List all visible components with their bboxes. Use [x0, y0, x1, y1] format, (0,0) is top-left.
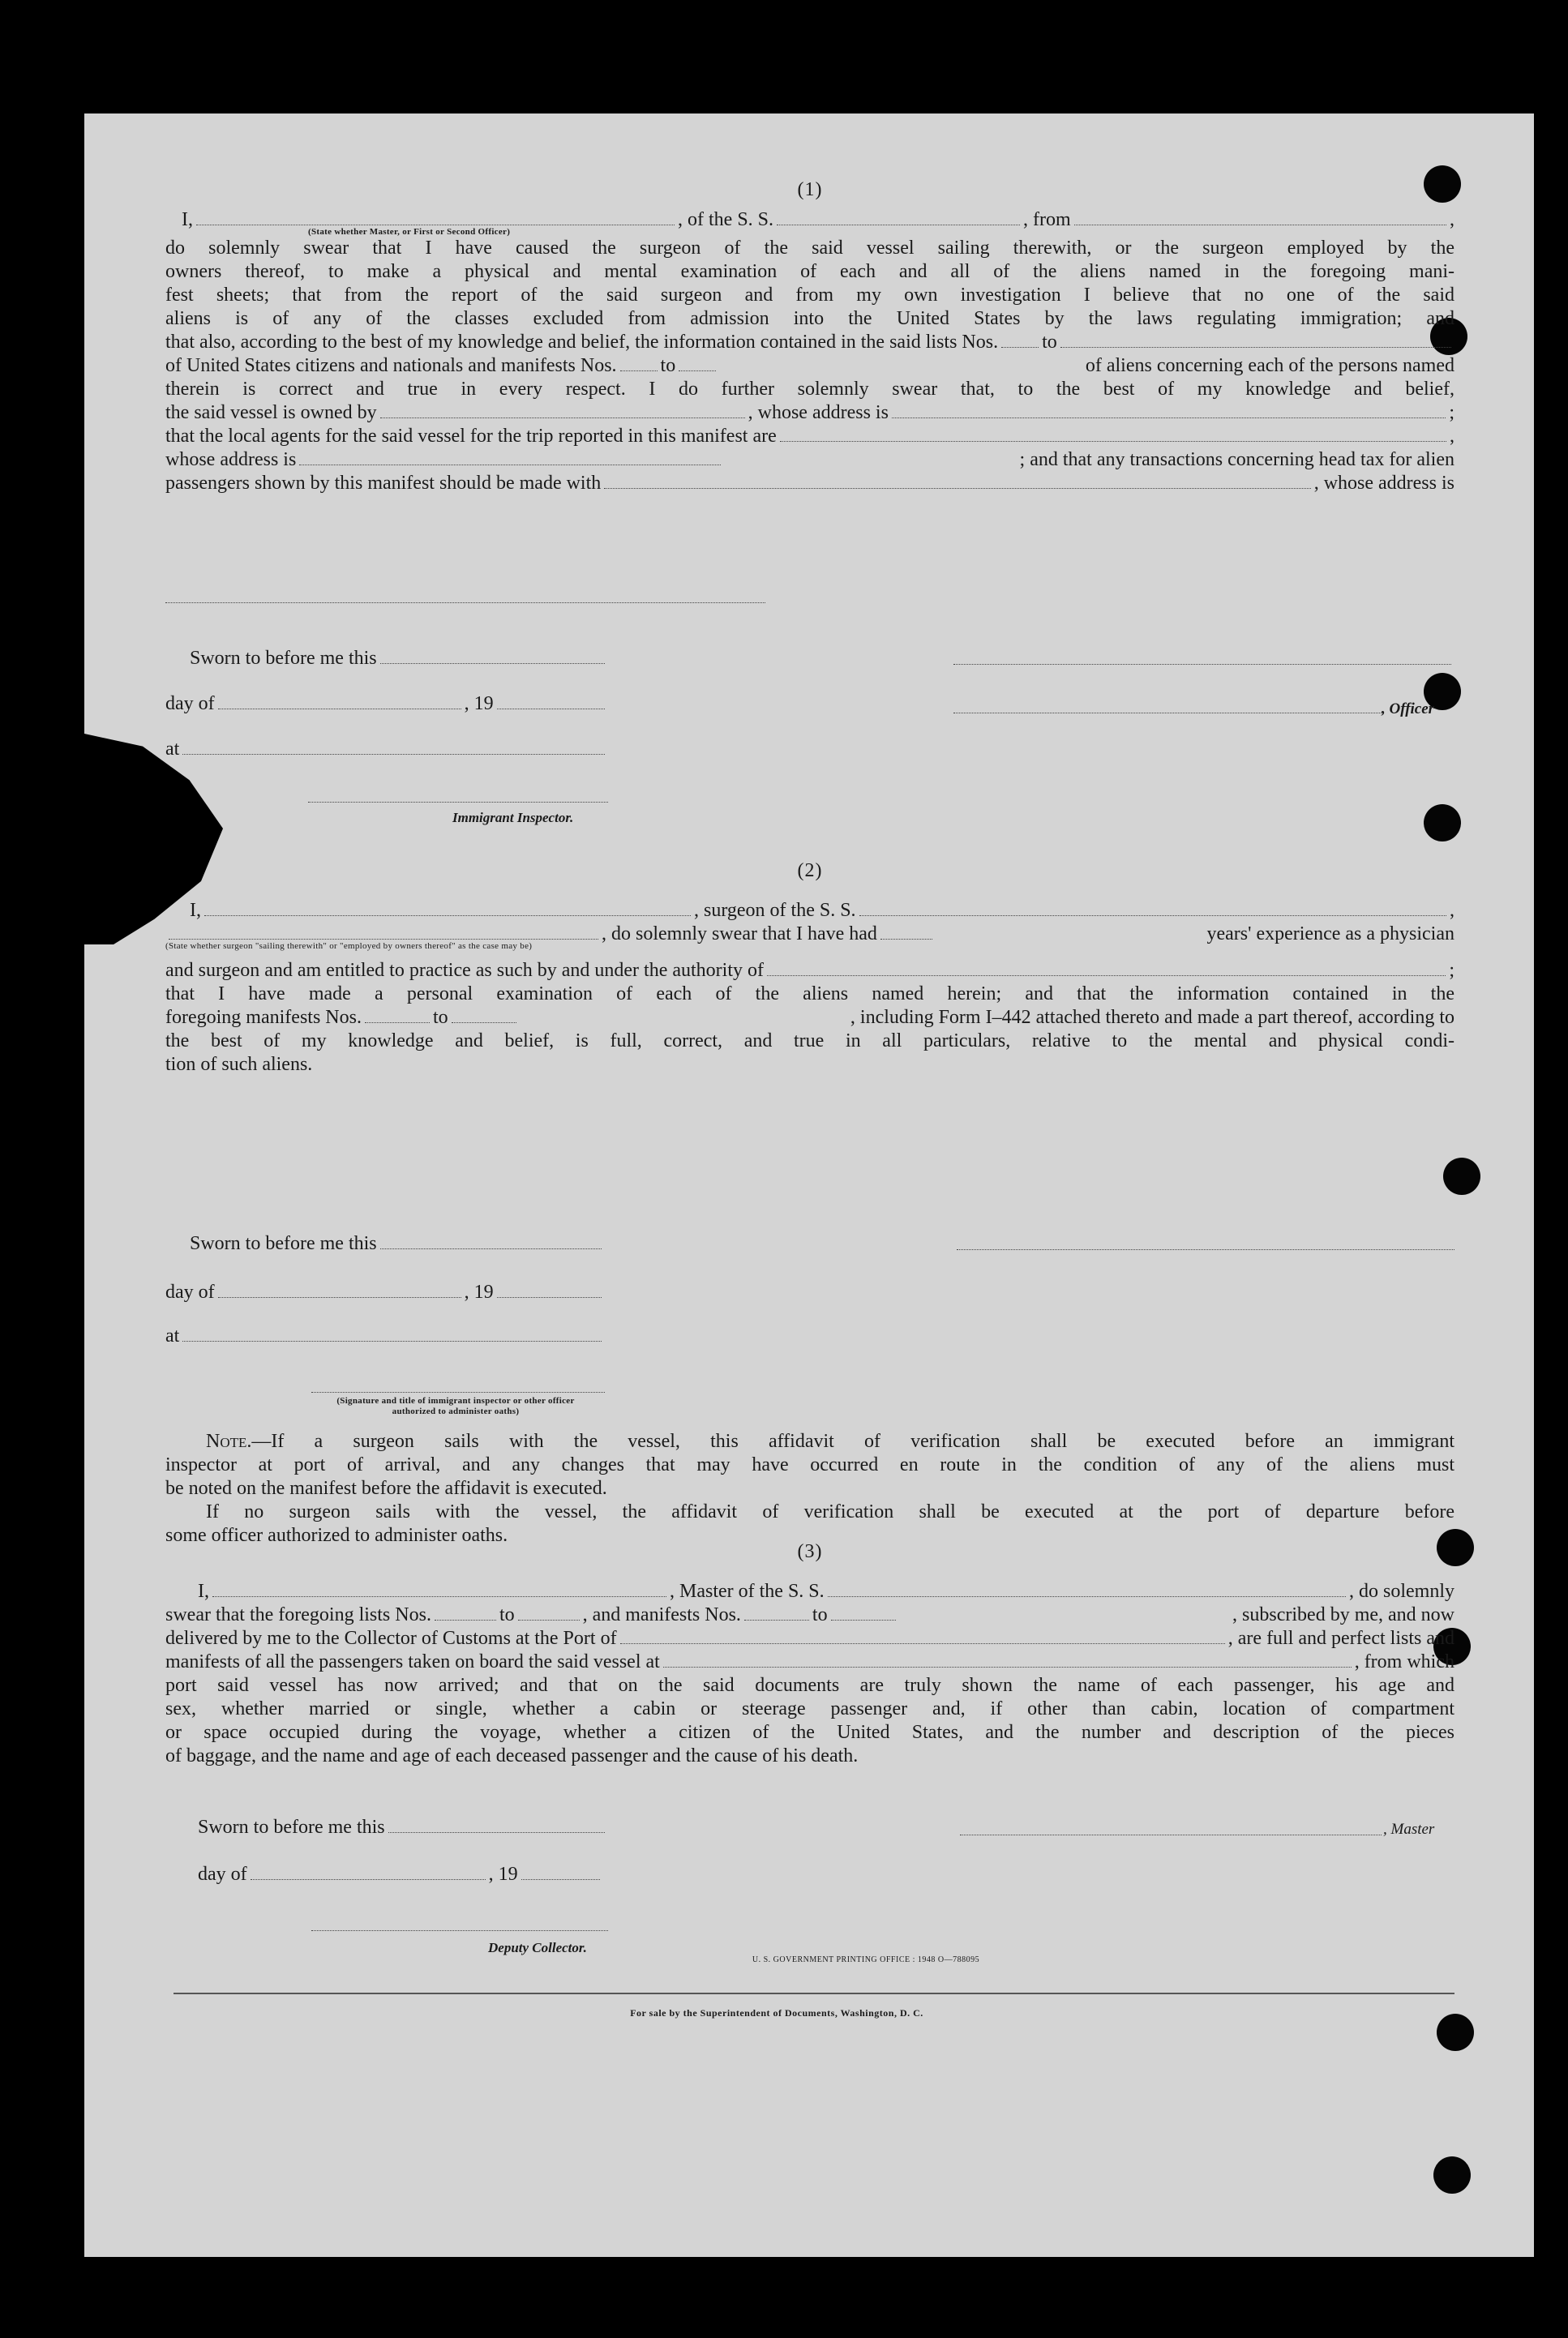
- section-1-owned-line: [165, 401, 1454, 425]
- agents-text: that the local agents for the said vessel for the trip reported in this manifest are: [165, 426, 777, 447]
- section-2-caption: (State whether surgeon "sailing therewith" or "employed by owners thereof" as the case may be): [165, 941, 533, 951]
- sworn-line: [190, 1232, 605, 1256]
- section-2: [165, 859, 1454, 1546]
- section-1-citizens-line: [165, 354, 1454, 378]
- inspector-signature-line[interactable]: [308, 801, 608, 803]
- section-1-body-line: fest sheets; that from the report of the said surgeon and from my own investigation I believe that no one of the said: [165, 285, 1454, 306]
- section-3-I: I,: [198, 1581, 209, 1602]
- passengers-text: passengers shown by this manifest should be made with: [165, 473, 602, 494]
- year-text: , 19: [488, 1864, 518, 1885]
- note-line: some officer authorized to administer oaths.: [165, 1525, 508, 1546]
- owner-field[interactable]: [380, 403, 745, 418]
- section-3-line-2: [165, 1604, 1454, 1627]
- year-field[interactable]: [521, 1865, 600, 1880]
- section-1-body-line: aliens is of any of the classes excluded from admission into the United States by the laws regulating immigration; and: [165, 308, 1454, 329]
- section-1-I: I,: [182, 209, 193, 230]
- note-line: be noted on the manifest before the affidavit is executed.: [165, 1478, 607, 1499]
- section-3-body-line: port said vessel has now arrived; and that on the said documents are truly shown the name of each passenger, his age and: [165, 1675, 1454, 1696]
- signature-caption: (Signature and title of immigrant inspector or other officer authorized to administer oaths): [336, 1396, 575, 1416]
- surgeon-vessel-field[interactable]: [859, 901, 1446, 916]
- master-name-field[interactable]: [212, 1582, 666, 1597]
- section-2-line-1: [165, 899, 1454, 923]
- lists-to-text: to: [1042, 332, 1057, 353]
- section-1-caption: (State whether Master, or First or Second Officer): [308, 227, 511, 237]
- taken-on-board-text: manifests of all the passengers taken on board the said vessel at: [165, 1651, 660, 1672]
- vessel-name-field[interactable]: [777, 210, 1020, 225]
- punch-hole: [1443, 1158, 1480, 1195]
- master-of-ss-text: , Master of the S. S.: [670, 1581, 825, 1602]
- sworn-text: Sworn to before me this: [190, 648, 377, 669]
- whose-address-text: , whose address is: [1313, 473, 1454, 494]
- for-sale-line: For sale by the Superintendent of Documents, Washington, D. C.: [630, 2007, 923, 2019]
- head-tax-address-line: [165, 602, 765, 603]
- sworn-date-field[interactable]: [388, 1818, 605, 1833]
- master-label: , Master: [1383, 1821, 1435, 1838]
- years-experience-text: years' experience as a physician: [1206, 923, 1454, 944]
- section-1-comma: ,: [1450, 209, 1454, 230]
- punch-hole: [1433, 2156, 1471, 2194]
- note-line: inspector at port of arrival, and any changes that may have occurred en route in the condition of any of the aliens must: [165, 1454, 1454, 1475]
- lists-from-field[interactable]: [1001, 332, 1039, 348]
- year-text: , 19: [464, 693, 494, 714]
- year-text: , 19: [464, 1282, 494, 1303]
- section-2-line-4: that I have made a personal examination of each of the aliens named herein; and that the information contained in the: [165, 983, 1454, 1004]
- perfect-lists-text: , are full and perfect lists and: [1227, 1628, 1454, 1649]
- officer-signature-line-1[interactable]: [953, 663, 1451, 665]
- lists-text: that also, according to the best of my knowledge and belief, the information contained in the said lists Nos.: [165, 332, 999, 353]
- semicolon: ;: [1449, 402, 1454, 423]
- manifests-to-field[interactable]: [679, 356, 716, 371]
- note-line: If no surgeon sails with the vessel, the affidavit of verification shall be executed at the port of departure before: [206, 1501, 1454, 1522]
- officer-label: , Officer: [1382, 700, 1435, 717]
- to-text: to: [432, 1007, 448, 1028]
- at-line: [165, 1325, 605, 1348]
- to-text: to: [499, 1604, 515, 1625]
- year-field[interactable]: [497, 694, 605, 709]
- surgeon-name-field[interactable]: [204, 901, 691, 916]
- section-1-body-line: do solemnly swear that I have caused the surgeon of the said vessel sailing therewith, or the surgeon employed by the: [165, 238, 1454, 259]
- collector-text: delivered by me to the Collector of Customs at the Port of: [165, 1628, 617, 1649]
- manifests-from-field[interactable]: [620, 356, 658, 371]
- surgeon-of-ss-text: , surgeon of the S. S.: [694, 900, 856, 921]
- form-text: , including Form I–442 attached thereto and made a part thereof, according to: [850, 1007, 1454, 1028]
- day-of-field[interactable]: [218, 694, 461, 709]
- section-3-body-line: of baggage, and the name and age of each deceased passenger and the cause of his death.: [165, 1745, 859, 1766]
- day-of-text: day of: [165, 1282, 215, 1303]
- years-experience-field[interactable]: [880, 924, 932, 940]
- section-2-line-5: [165, 1006, 1454, 1030]
- agents-field[interactable]: [780, 426, 1446, 442]
- officer-rank-field[interactable]: [196, 210, 675, 225]
- section-1: [165, 178, 1454, 825]
- head-tax-text: ; and that any transactions concerning head tax for alien: [1019, 449, 1454, 470]
- lists-to-field[interactable]: [518, 1605, 580, 1621]
- port-field[interactable]: [620, 1629, 1225, 1644]
- inspector-signature-line[interactable]: [311, 1391, 605, 1393]
- section-1-lists-line: [165, 331, 1454, 354]
- solemnly-swear-text: , do solemnly swear that I have had: [602, 923, 877, 944]
- citizens-text: of United States citizens and nationals and manifests Nos.: [165, 355, 617, 376]
- comma: ,: [1450, 426, 1454, 447]
- at-line: [165, 738, 608, 761]
- section-3-body-line: or space occupied during the voyage, whether a citizen of the United States, and the number and description of the pieces: [165, 1722, 1454, 1743]
- section-1-from: , from: [1023, 209, 1071, 230]
- comma: ,: [1450, 900, 1454, 921]
- section-1-agents-line: [165, 425, 1454, 448]
- foregoing-manifests-text: foregoing manifests Nos.: [165, 1007, 362, 1028]
- manifests-text: , and manifests Nos.: [582, 1604, 741, 1625]
- day-of-line: [165, 692, 608, 716]
- sworn-date-field[interactable]: [380, 1234, 602, 1249]
- section-2-line-6: the best of my knowledge and belief, is full, correct, and true in all particulars, relative to the mental and physical condi-: [165, 1030, 1454, 1051]
- section-1-correct-line: therein is correct and true in every respect. I do further solemnly swear that, to the best of my knowledge and belief,: [165, 379, 1454, 400]
- subscribed-text: , subscribed by me, and now: [1232, 1604, 1454, 1625]
- head-tax-party-field[interactable]: [604, 473, 1310, 489]
- from-which-text: , from which: [1354, 1651, 1454, 1672]
- authority-field[interactable]: [767, 961, 1446, 976]
- manifests-from-field[interactable]: [365, 1008, 430, 1023]
- punch-hole: [1424, 804, 1461, 841]
- section-3: [165, 1540, 1454, 1955]
- year-field[interactable]: [497, 1282, 602, 1298]
- note-text: —If a surgeon sails with the vessel, this affidavit of verification shall be executed before an immigrant: [251, 1431, 1454, 1452]
- lists-text: swear that the foregoing lists Nos.: [165, 1604, 431, 1625]
- vessel-name-field[interactable]: [828, 1582, 1346, 1597]
- section-1-of-ss: , of the S. S.: [678, 209, 774, 230]
- at-text: at: [165, 739, 180, 760]
- manifests-from-field[interactable]: [744, 1605, 809, 1621]
- sworn-line: [190, 647, 608, 670]
- section-2-line-3: [165, 959, 1454, 983]
- lists-from-field[interactable]: [435, 1605, 496, 1621]
- to-text: to: [812, 1604, 828, 1625]
- at-text: at: [165, 1325, 180, 1347]
- note-label: Note.: [206, 1431, 252, 1452]
- manifest-affidavit-sheet: [84, 113, 1534, 2257]
- owned-text: the said vessel is owned by: [165, 402, 377, 423]
- agents-address-field[interactable]: [299, 450, 721, 465]
- surgeon-status-field[interactable]: [169, 924, 598, 940]
- manifests-to-text: to: [660, 355, 676, 376]
- section-1-body-line: owners thereof, to make a physical and mental examination of each and all of the aliens named in the foregoing mani-: [165, 261, 1454, 282]
- do-solemnly-text: , do solemnly: [1349, 1581, 1454, 1602]
- section-3-line-3: [165, 1627, 1454, 1651]
- day-of-line: [198, 1863, 603, 1886]
- at-field[interactable]: [182, 1326, 602, 1342]
- footer-rule: [174, 1993, 1454, 1994]
- manifests-to-field[interactable]: [831, 1605, 896, 1621]
- aliens-text: of aliens concerning each of the persons named: [1085, 355, 1454, 376]
- authority-text: and surgeon and am entitled to practice as such by and under the authority of: [165, 960, 764, 981]
- section-2-number: (2): [797, 860, 823, 881]
- day-of-field[interactable]: [218, 1282, 461, 1298]
- sworn-text: Sworn to before me this: [190, 1233, 377, 1254]
- whose-address-text: whose address is: [165, 449, 297, 470]
- note: [165, 1430, 1454, 1548]
- officer-signature-line-2[interactable]: [953, 712, 1383, 713]
- embarkation-port-field[interactable]: [663, 1652, 1352, 1668]
- section-2-line-7: tion of such aliens.: [165, 1054, 313, 1075]
- surgeon-signature-line[interactable]: [957, 1248, 1454, 1250]
- section-1-whose-line: [165, 448, 1454, 472]
- collector-signature-line[interactable]: [311, 1929, 608, 1931]
- section-3-line-1: [165, 1580, 1454, 1604]
- section-3-body-line: sex, whether married or single, whether a cabin or steerage passenger and, if other than cabin, location of compartment: [165, 1698, 1454, 1719]
- owner-address-field[interactable]: [892, 403, 1446, 418]
- day-of-text: day of: [198, 1864, 247, 1885]
- manifests-to-field[interactable]: [452, 1008, 516, 1023]
- lists-to-field[interactable]: [1060, 332, 1451, 348]
- from-port-field[interactable]: [1074, 210, 1446, 225]
- printing-office-line: U. S. GOVERNMENT PRINTING OFFICE : 1948 O—788095: [752, 1955, 980, 1964]
- day-of-text: day of: [165, 693, 215, 714]
- sworn-line: [198, 1816, 608, 1839]
- section-1-passengers-line: [165, 472, 1454, 495]
- day-of-field[interactable]: [251, 1865, 486, 1880]
- section-2-I: I,: [190, 900, 201, 921]
- sworn-text: Sworn to before me this: [198, 1817, 385, 1838]
- section-1-number: (1): [797, 179, 823, 200]
- owner-address-text: , whose address is: [748, 402, 889, 423]
- note-line: [165, 1430, 1454, 1454]
- at-field[interactable]: [182, 739, 605, 755]
- section-3-line-4: [165, 1651, 1454, 1674]
- day-of-line: [165, 1281, 605, 1304]
- sworn-date-field[interactable]: [380, 649, 605, 664]
- immigrant-inspector-label: Immigrant Inspector.: [452, 810, 574, 825]
- deputy-collector-label: Deputy Collector.: [488, 1940, 587, 1955]
- section-3-number: (3): [797, 1541, 823, 1562]
- master-signature-line[interactable]: [960, 1834, 1382, 1835]
- semicolon: ;: [1449, 960, 1454, 981]
